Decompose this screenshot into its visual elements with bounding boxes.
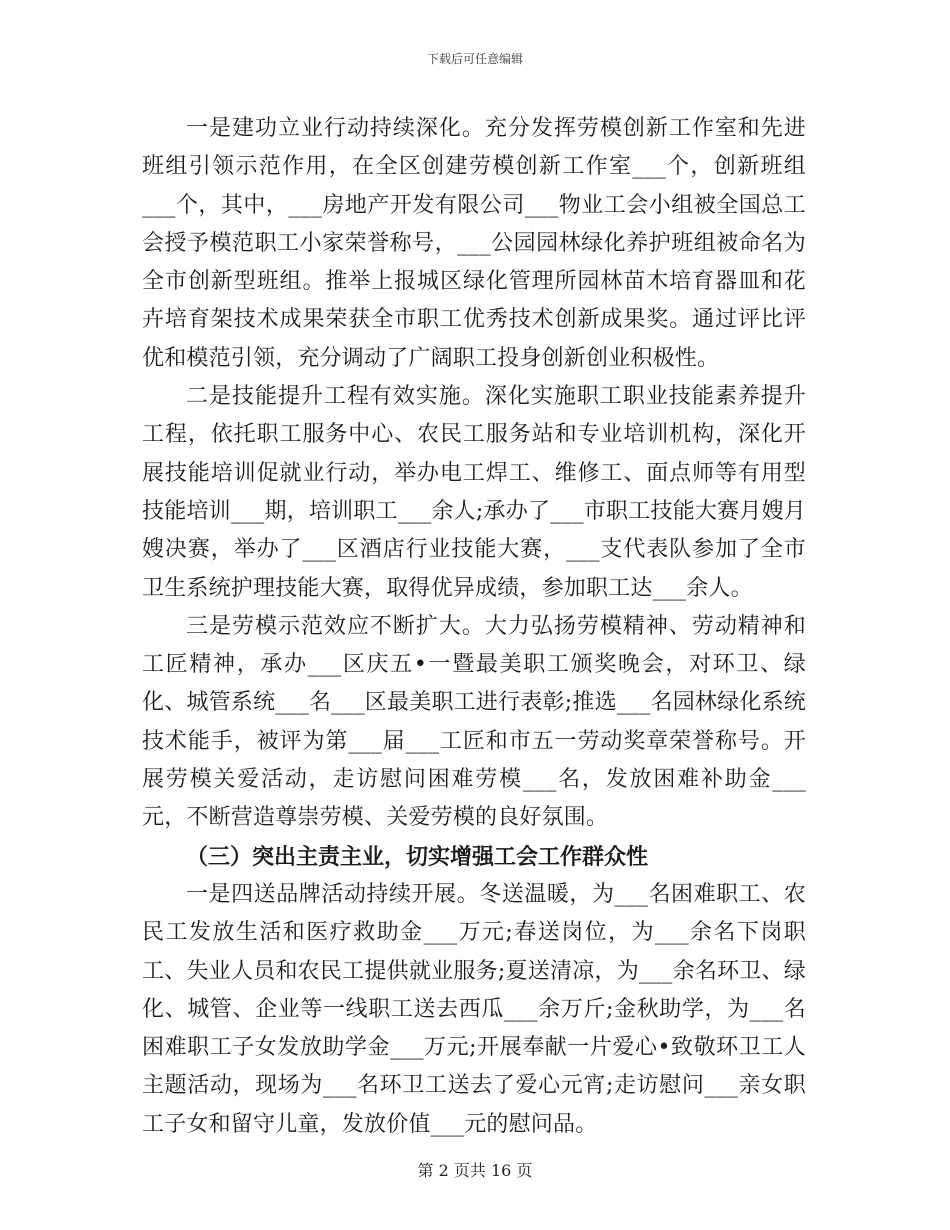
paragraph-innovation: 一是建功立业行动持续深化。充分发挥劳模创新工作室和先进班组引领示范作用，在全区创建劳模创新工作室___个，创新班组___个，其中，___房地产开发有限公司___物业工会小组被全国总工会授予模范职工小家荣誉称号，___公园园林绿化养护班组被命名为全市创新型班组。推举上报城区绿化管理所园林苗木培育器皿和花卉培育架技术成果荣获全市职工优秀技术创新成果奖。通过评比评优和模范引领，充分调动了广阔职工投身创新创业积极性。: [142, 116, 806, 371]
paragraph-four-deliveries: 一是四送品牌活动持续开展。冬送温暖，为___名困难职工、农民工发放生活和医疗救助金___万元;春送岗位，为___余名下岗职工、失业人员和农民工提供就业服务;夏送清凉，为___余名环卫、绿化、城管、企业等一线职工送去西瓜___余万斤;金秋助学，为___名困难职工子女发放助学金___万元;开展奉献一片爱心•致敬环卫工人主题活动，现场为___名环卫工送去了爱心元宵;走访慰问___亲女职工子女和留守儿童，发放价值___元的慰问品。: [142, 881, 806, 1137]
header-note: 下载后可任意编辑: [426, 52, 523, 66]
document-body: [142, 110, 806, 1144]
page-footer: 第 2 页共 16 页: [417, 1161, 533, 1180]
paragraph-skills: 二是技能提升工程有效实施。深化实施职工职业技能素养提升工程，依托职工服务中心、农民工服务站和专业培训机构，深化开展技能培训促就业行动，举办电工焊工、维修工、面点师等有用型技能培训___期，培训职工___余人;承办了___市职工技能大赛月嫂月嫂决赛，举办了___区酒店行业技能大赛，___支代表队参加了全市卫生系统护理技能大赛，取得优异成绩，参加职工达___余人。: [142, 384, 806, 601]
section-heading: （三）突出主责主业，切实增强工会工作群众性: [186, 843, 649, 870]
paragraph-model-workers: 三是劳模示范效应不断扩大。大力弘扬劳模精神、劳动精神和工匠精神，承办___区庆五•一暨最美职工颁奖晚会，对环卫、绿化、城管系统___名___区最美职工进行表彰;推选___名园林绿化系统技术能手，被评为第___届___工匠和市五一劳动奖章荣誉称号。开展劳模关爱活动，走访慰问困难劳模___名，发放困难补助金___元，不断营造尊崇劳模、关爱劳模的良好氛围。: [142, 613, 806, 831]
